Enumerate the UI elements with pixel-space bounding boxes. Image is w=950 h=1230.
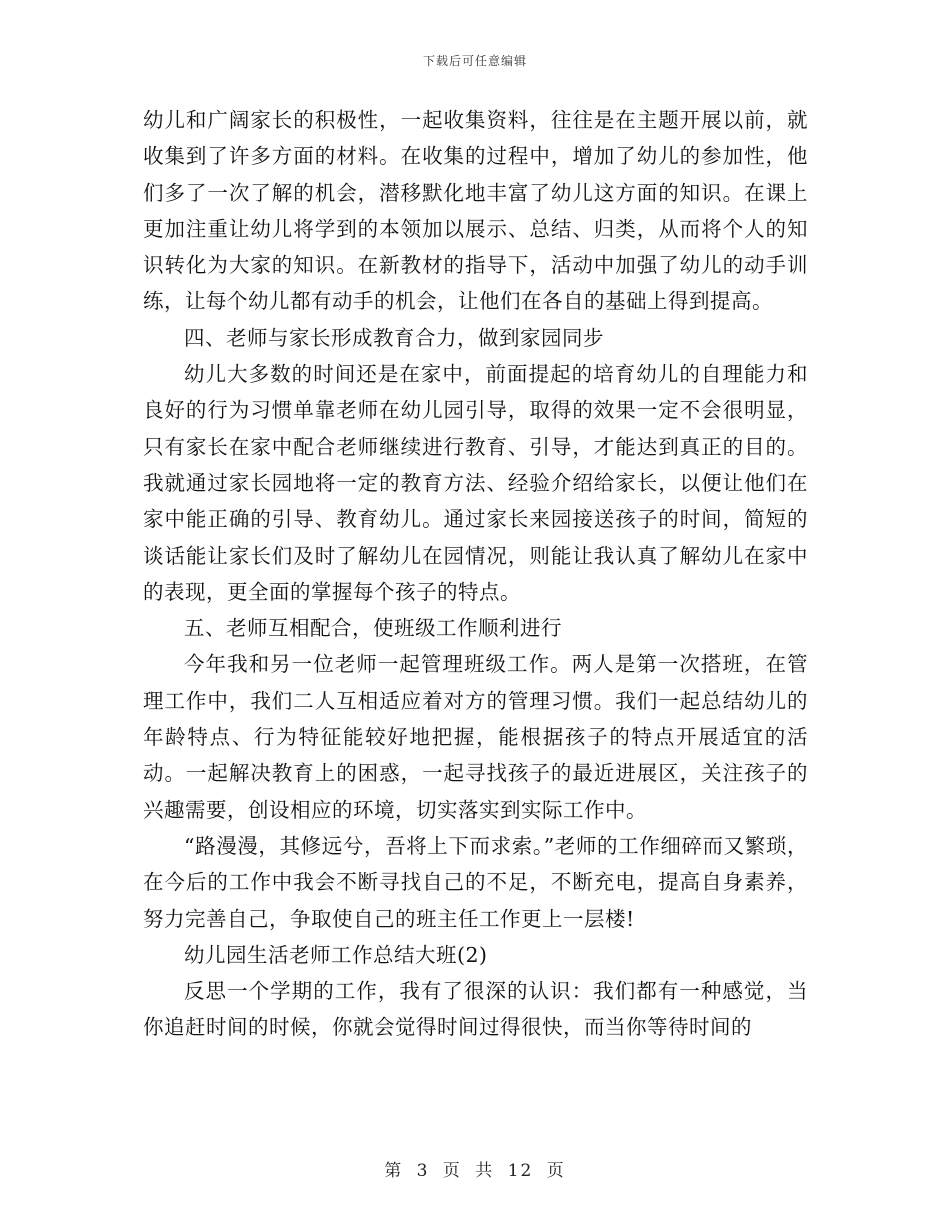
paragraph-continuation: 幼儿和广阔家长的积极性，一起收集资料，往往是在主题开展以前，就收集到了许多方面的材料。在收集的过程中，增加了幼儿的参加性，他们多了一次了解的机会，潜移默化地丰富了幼儿这方面的知识。在课上更加注重让幼儿将学到的本领加以展示、总结、归类，从而将个人的知识转化为大家的知识。在新教材的指导下，活动中加强了幼儿的动手训练，让每个幼儿都有动手的机会，让他们在各自的基础上得到提高。 [143,108,808,314]
summary-title-2: 幼儿园生活老师工作总结大班(2) [184,942,488,967]
paragraph-home-school: 幼儿大多数的时间还是在家中，前面提起的培育幼儿的自理能力和良好的行为习惯单靠老师在幼儿园引导，取得的效果一定不会很明显，只有家长在家中配合老师继续进行教育、引导，才能达到真正的目的。我就通过家长园地将一定的教育方法、经验介绍给家长，以便让他们在家中能正确的引导、教育幼儿。通过家长来园接送孩子的时间，简短的谈话能让家长们及时了解幼儿在园情况，则能让我认真了解幼儿在家中的表现，更全面的掌握每个孩子的特点。 [143,362,808,604]
paragraph-teacher-cooperation: 今年我和另一位老师一起管理班级工作。两人是第一次搭班，在管理工作中，我们二人互相适应着对方的管理习惯。我们一起总结幼儿的年龄特点、行为特征能较好地把握，能根据孩子的特点开展适宜的活动。一起解决教育上的困惑，一起寻找孩子的最近进展区，关注孩子的兴趣需要，创设相应的环境，切实落实到实际工作中。 [143,652,808,822]
page-number-footer: 第 3 页 共 12 页 [384,1161,566,1181]
page-header: 下载后可任意编辑 [422,54,527,68]
document-body [143,102,808,1046]
paragraph-reflection: 反思一个学期的工作，我有了很深的认识：我们都有一种感觉，当你追赶时间的时候，你就会觉得时间过得很快，而当你等待时间的 [143,979,808,1040]
paragraph-closing-quote: “路漫漫，其修远兮，吾将上下而求索。”老师的工作细碎而又繁琐，在今后的工作中我会不断寻找自己的不足，不断充电，提高自身素养，努力完善自己，争取使自己的班主任工作更上一层楼! [143,833,808,931]
section-heading-five: 五、老师互相配合，使班级工作顺利进行 [184,616,562,641]
section-heading-four: 四、老师与家长形成教育合力，做到家园同步 [184,325,604,350]
